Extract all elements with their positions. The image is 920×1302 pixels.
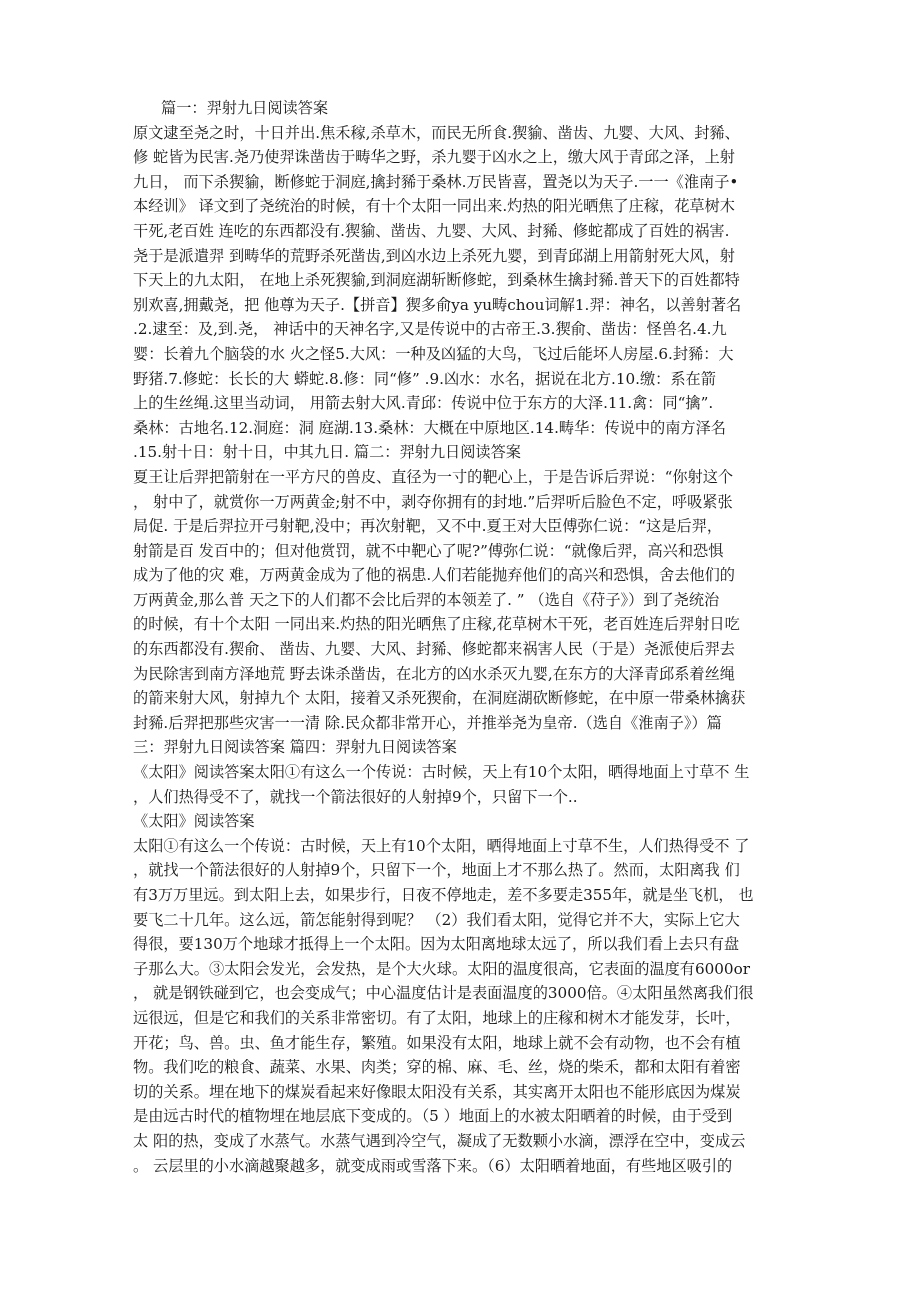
text-line: 夏王让后羿把箭射在一平方尺的兽皮、直径为一寸的靶心上，于是告诉后羿说：“你射这个 <box>133 467 734 486</box>
text-line: 野猪.7.修蛇：长长的大 蟒蛇.8.修：同“修” .9.凶水：水名，据说在北方.10.缴：系在箭 <box>133 369 716 388</box>
text-line: 别欢喜,拥戴尧，把 他尊为天子.【拼音】猰多俞ya yu畴chou词解1.羿：神名，以善射著名 <box>133 295 742 314</box>
text-line: 的东西都没有.猰俞、 凿齿、九婴、大风、封豨、修蛇都来祸害人民（于是）尧派使后羿去 <box>133 640 735 659</box>
text-line: 桑林：古地名.12.洞庭：洞 庭湖.13.桑林：大概在中原地区.14.畴华：传说中的南方泽名 <box>133 418 726 437</box>
text-line: 下天上的九太阳， 在地上杀死猰貐,到洞庭湖斩断修蛇，到桑林生擒封豨.普天下的百姓都特 <box>133 271 740 290</box>
text-line: 远很远，但是它和我们的关系非常密切。有了太阳，地球上的庄稼和树木才能发芽，长叶， <box>133 1008 741 1027</box>
text-line: 成为了他的灾 难，万两黄金成为了他的祸患.人们若能抛弃他们的高兴和恐惧，舍去他们的 <box>133 566 735 585</box>
text-line: 子那么大。③太阳会发光，会发热，是个大火球。太阳的温度很高，它表面的温度有6000or <box>133 959 750 978</box>
text-line: 太 阳的热，变成了水蒸气。水蒸气遇到冷空气，凝成了无数颗小水滴，漂浮在空中，变成云 <box>133 1131 746 1150</box>
text-line: 开花；鸟、兽。虫、鱼才能生存，繁殖。如果没有太阳，地球上就不会有动物，也不会有植 <box>133 1033 741 1052</box>
section-heading: 篇一：羿射九日阅读答案 <box>161 99 329 117</box>
text-line: 局促. 于是后羿拉开弓射靶,没中；再次射靶，又不中.夏王对大臣傅弥仁说：“这是后羿， <box>133 517 723 536</box>
text-line: ，就找一个箭法很好的人射掉9个，只留下一个，地面上才不那么热了。然而，太阳离我 们 <box>133 861 740 880</box>
text-line: 为民除害到南方泽地荒 野去诛杀凿齿，在北方的凶水杀灭九婴,在东方的大泽青邱系着丝绳 <box>133 664 735 683</box>
text-line: 是由远古时代的植物埋在地层底下变成的。（5 ）地面上的水被太阳晒着的时候，由于受到 <box>133 1107 733 1126</box>
text-line: 九日， 而下杀猰貐，断修蛇于洞庭,擒封豨于桑林.万民皆喜，置尧以为天子.一一《淮南子• <box>133 172 739 191</box>
text-line: ，人们热得受不了，就找一个箭法很好的人射掉9个，只留下一个.. <box>133 787 578 806</box>
text-line: ， 就是钢铁碰到它，也会变成气；中心温度估计是表面温度的3000倍。④太阳虽然离我们很 <box>133 984 754 1003</box>
document-page <box>133 96 797 1178</box>
subheading-line: 《太阳》阅读答案 <box>133 812 255 831</box>
text-line: 上的生丝绳.这里当动词， 用箭去射大风.青邱：传说中位于东方的大泽.11.禽：同“擒”. <box>133 394 714 413</box>
text-line: 切的关系。埋在地下的煤炭看起来好像眼太阳没有关系，其实离开太阳也不能形底因为煤炭 <box>133 1082 741 1101</box>
text-line: 有3万万里远。到太阳上去，如果步行，日夜不停地走，差不多要走355年，就是坐飞机， 也 <box>133 886 754 904</box>
text-line: 封豨.后羿把那些灾害一一清 除.民众都非常开心，并推举尧为皇帝.（选自《淮南子》）篇 <box>133 713 722 732</box>
text-line: 。 云层里的小水滴越聚越多，就变成雨或雪落下来。（6）太阳晒着地面，有些地区吸引的 <box>133 1156 733 1175</box>
text-line: 的箭来射大风，射掉九个 太阳，接着又杀死猰俞，在洞庭湖砍断修蛇，在中原一带桑林擒获 <box>133 689 746 708</box>
text-line: 尧于是派遣羿 到畴华的荒野杀死凿齿,到凶水边上杀死九婴，到青邱湖上用箭射死大风，射 <box>133 246 735 265</box>
text-line: 婴：长着九个脑袋的水 火之怪5.大风：一种及凶猛的大鸟，飞过后能坏人房屋.6.封豨：大 <box>133 344 734 363</box>
text-line: 三：羿射九日阅读答案 篇四：羿射九日阅读答案 <box>133 738 457 757</box>
text-line: 万两黄金,那么普 天之下的人们都不会比后羿的本领差了. ” （选自《苻子》）到了尧统治 <box>133 590 720 609</box>
text-line: 射箭是百 发百中的；但对他赏罚，就不中靶心了呢?”傅弥仁说：“就像后羿，高兴和恐惧 <box>133 541 724 560</box>
text-line: ， 射中了，就赏你一万两黄金;射不中，剥夺你拥有的封地.”后羿听后脸色不定，呼吸紧张 <box>133 492 733 511</box>
text-line: 太阳①有这么一个传说：古时候，天上有10个太阳，晒得地面上寸草不生，人们热得受不 了 <box>133 836 750 855</box>
text-line: 要飞二十几年。这么远，箭怎能射得到呢？ （2）我们看太阳，觉得它并不大，实际上它大 <box>133 910 740 929</box>
text-line: 得很，要130万个地球才抵得上一个太阳。因为太阳离地球太远了，所以我们看上去只有盘 <box>133 935 740 954</box>
text-line: 修 蛇皆为民害.尧乃使羿诛凿齿于畴华之野，杀九婴于凶水之上，缴大风于青邱之泽，上射 <box>133 148 735 167</box>
text-line: .2.逮至：及,到.尧， 神话中的天神名字,又是传说中的古帝王.3.猰俞、凿齿：怪兽名.4.九 <box>133 320 727 339</box>
text-line: 的时候，有十个太阳 一同出来.灼热的阳光晒焦了庄稼,花草树木干死，老百姓连后羿射日吃 <box>133 615 740 634</box>
text-line: 原文逮至尧之时，十日并出.焦禾稼,杀草木，而民无所食.猰貐、凿齿、九婴、大风、封豨、 <box>133 123 740 142</box>
text-line: 物。我们吃的粮食、蔬菜、水果、肉类；穿的棉、麻、毛、丝，烧的柴禾，都和太阳有着密 <box>133 1058 741 1077</box>
text-line: 《太阳》阅读答案太阳①有这么一个传说：古时候，天上有10个太阳，晒得地面上寸草不 生 <box>133 763 750 782</box>
text-line: .15.射十日：射十日，中其九日. 篇二：羿射九日阅读答案 <box>133 443 521 462</box>
text-line: 本经训》 译文到了尧统治的时候，有十个太阳一同出来.灼热的阳光晒焦了庄稼，花草树木 <box>133 197 735 216</box>
text-line: 干死,老百姓 连吃的东西都没有.猰貐、凿齿、九婴、大风、封豨、修蛇都成了百姓的祸害. <box>133 221 730 240</box>
